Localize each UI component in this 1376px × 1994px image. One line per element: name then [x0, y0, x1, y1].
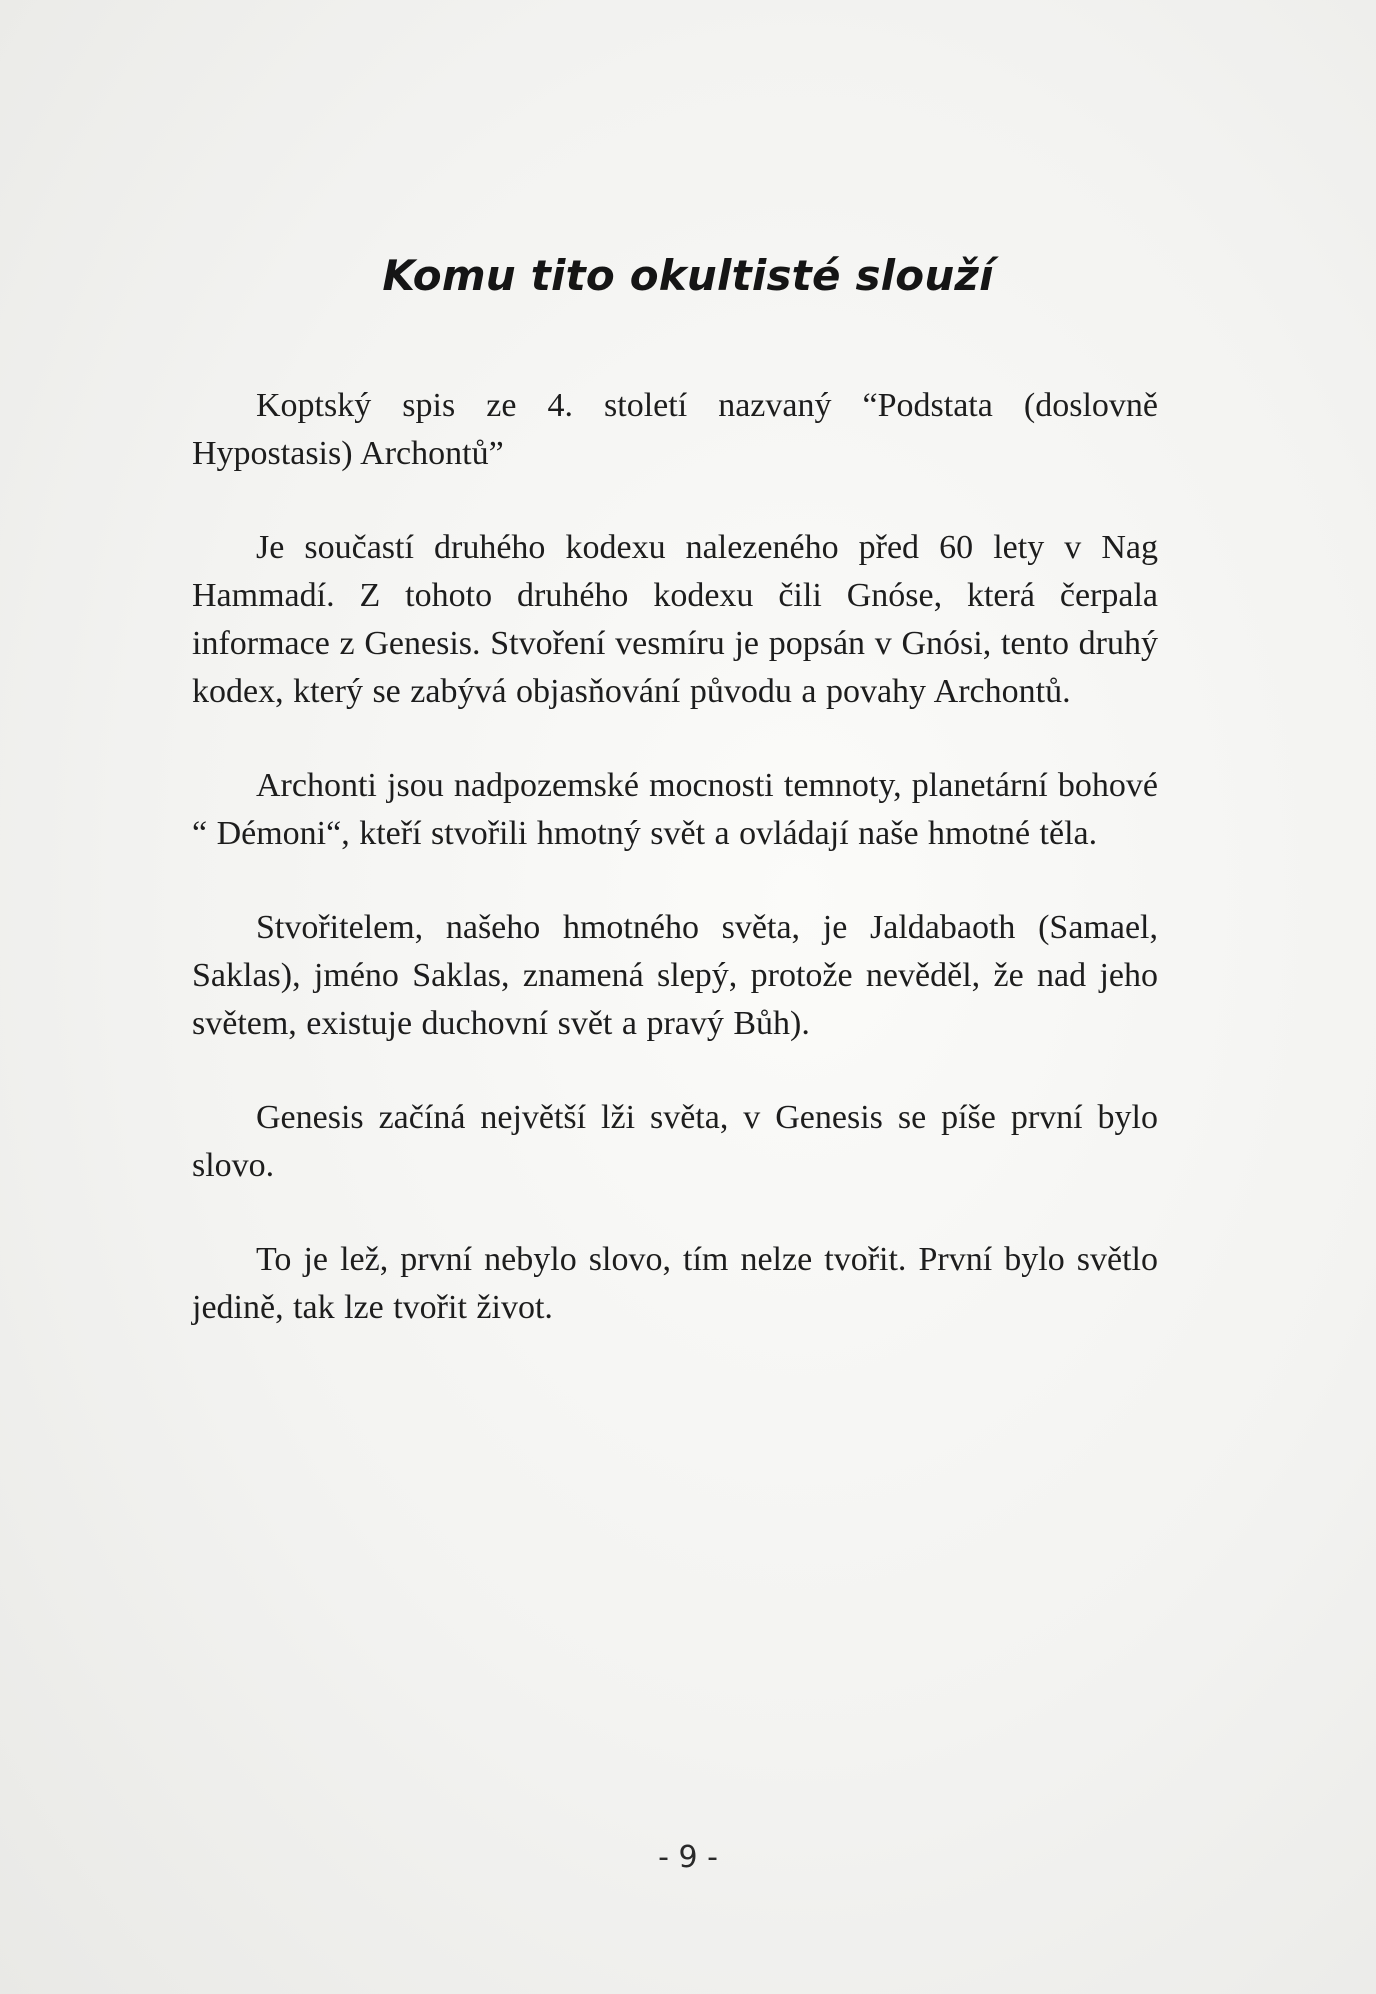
body-text [192, 382, 1158, 1378]
page-number: - 9 - [658, 1840, 718, 1875]
paragraph-2: Je součastí druhého kodexu nalezeného před 60 lety v Nag Hammadí. Z tohoto druhého kodexu čili Gnóse, která čerpala informace z Genesis. Stvoření vesmíru je popsán v Gnósi, tento druhý kodex, který se zabývá objasňování původu a povahy Archontů. [192, 529, 1158, 710]
paragraph-6: To je lež, první nebylo slovo, tím nelze tvořit. První bylo světlo jedině, tak lze tvořit život. [192, 1241, 1158, 1326]
paragraph-1: Koptský spis ze 4. století nazvaný “Podstata (doslovně Hypostasis) Archontů” [192, 387, 1158, 472]
paragraph-3: Archonti jsou nadpozemské mocnosti temnoty, planetární bohové “ Démoni“, kteří stvořili hmotný svět a ovládají naše hmotné těla. [192, 767, 1158, 852]
paragraph-4: Stvořitelem, našeho hmotného světa, je Jaldabaoth (Samael, Saklas), jméno Saklas, znamená slepý, protože nevěděl, že nad jeho světem, existuje duchovní svět a pravý Bůh). [192, 909, 1158, 1042]
paragraph-5: Genesis začíná největší lži světa, v Genesis se píše první bylo slovo. [192, 1099, 1158, 1184]
chapter-title: Komu tito okultisté slouží [382, 251, 994, 300]
